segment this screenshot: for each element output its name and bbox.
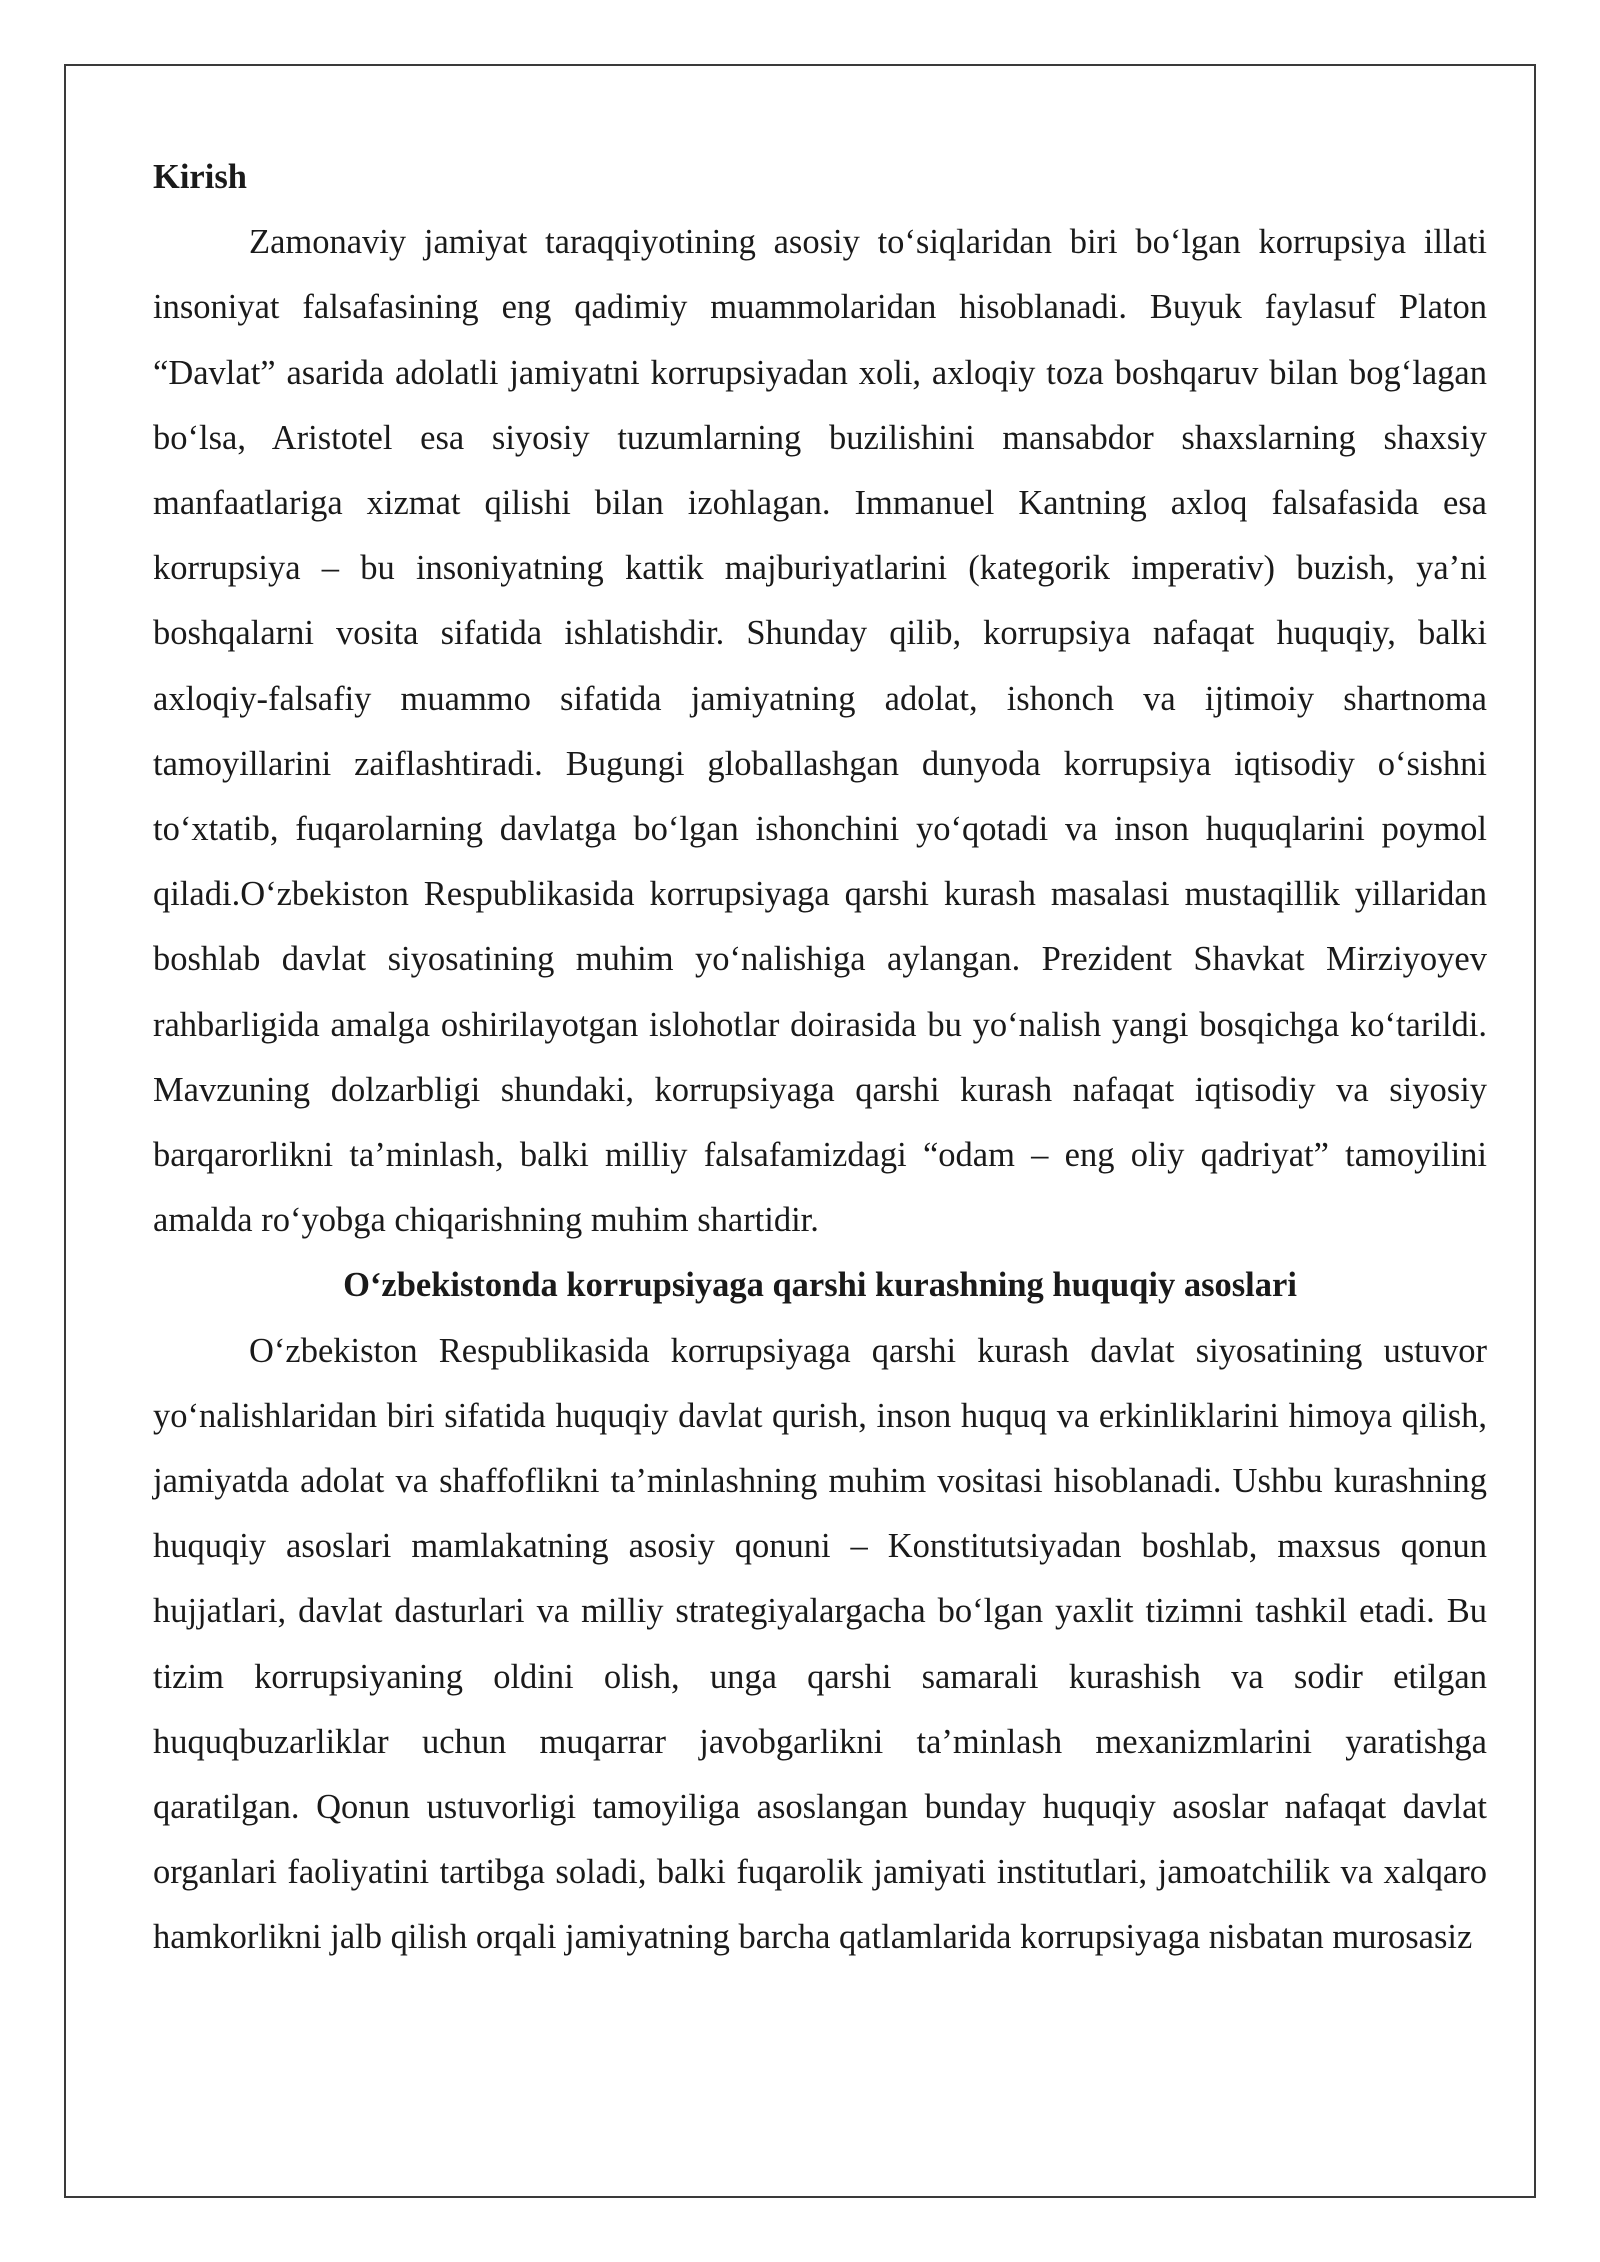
intro-paragraph: Zamonaviy jamiyat taraqqiyotining asosiy to‘siqlaridan biri bo‘lgan korrupsiya illati insoniyat falsafasining eng qadimiy muammolaridan hisoblanadi. Buyuk faylasuf Platon “Davlat” asarida adolatli jamiyatni korrupsiyadan xoli, axloqiy toza boshqaruv bilan bog‘lagan bo‘lsa, Aristotel esa siyosiy tuzumlarning buzilishini mansabdor shaxslarning shaxsiy manfaatlariga xizmat qilishi bilan izohlagan. Immanuel Kantning axloq falsafasida esa korrupsiya – bu insoniyatning kattik majburiyatlarini (kategorik imperativ) buzish, ya’ni boshqalarni vosita sifatida ishlatishdir. Shunday qilib, korrupsiya nafaqat huquqiy, balki axloqiy-falsafiy muammo sifatida jamiyatning adolat, ishonch va ijtimoiy shartnoma tamoyillarini zaiflashtiradi. Bugungi globallashgan dunyoda korrupsiya iqtisodiy o‘sishni to‘xtatib, fuqarolarning davlatga bo‘lgan ishonchini yo‘qotadi va inson huquqlarini poymol qiladi.O‘zbekiston Respublikasida korrupsiyaga qarshi kurash masalasi mustaqillik yillaridan boshlab davlat siyosatining muhim yo‘nalishiga aylangan. Prezident Shavkat Mirziyoyev rahbarligida amalga oshirilayotgan islohotlar doirasida bu yo‘nalish yangi bosqichga ko‘tarildi. Mavzuning dolzarbligi shundaki, korrupsiyaga qarshi kurash nafaqat iqtisodiy va siyosiy barqarorlikni ta’minlash, balki milliy falsafamizdagi “odam – eng oliy qadriyat” tamoyilini amalda ro‘yobga chiqarishning muhim shartidir. [153,223,1487,1240]
intro-heading: Kirish [153,158,247,196]
document-body [153,145,1487,1971]
section-heading: O‘zbekistonda korrupsiyaga qarshi kurashning huquqiy asoslari [343,1266,1297,1305]
section-paragraph: O‘zbekiston Respublikasida korrupsiyaga qarshi kurash davlat siyosatining ustuvor yo‘nalishlaridan biri sifatida huquqiy davlat qurish, inson huquq va erkinliklarini himoya qilish, jamiyatda adolat va shaffoflikni ta’minlashning muhim vositasi hisoblanadi. Ushbu kurashning huquqiy asoslari mamlakatning asosiy qonuni – Konstitutsiyadan boshlab, maxsus qonun hujjatlari, davlat dasturlari va milliy strategiyalargacha bo‘lgan yaxlit tizimni tashkil etadi. Bu tizim korrupsiyaning oldini olish, unga qarshi samarali kurashish va sodir etilgan huquqbuzarliklar uchun muqarrar javobgarlikni ta’minlash mexanizmlarini yaratishga qaratilgan. Qonun ustuvorligi tamoyiliga asoslangan bunday huquqiy asoslar nafaqat davlat organlari faoliyatini tartibga soladi, balki fuqarolik jamiyati institutlari, jamoatchilik va xalqaro hamkorlikni jalb qilish orqali jamiyatning barcha qatlamlarida korrupsiyaga nisbatan murosasiz [153,1331,1487,1957]
